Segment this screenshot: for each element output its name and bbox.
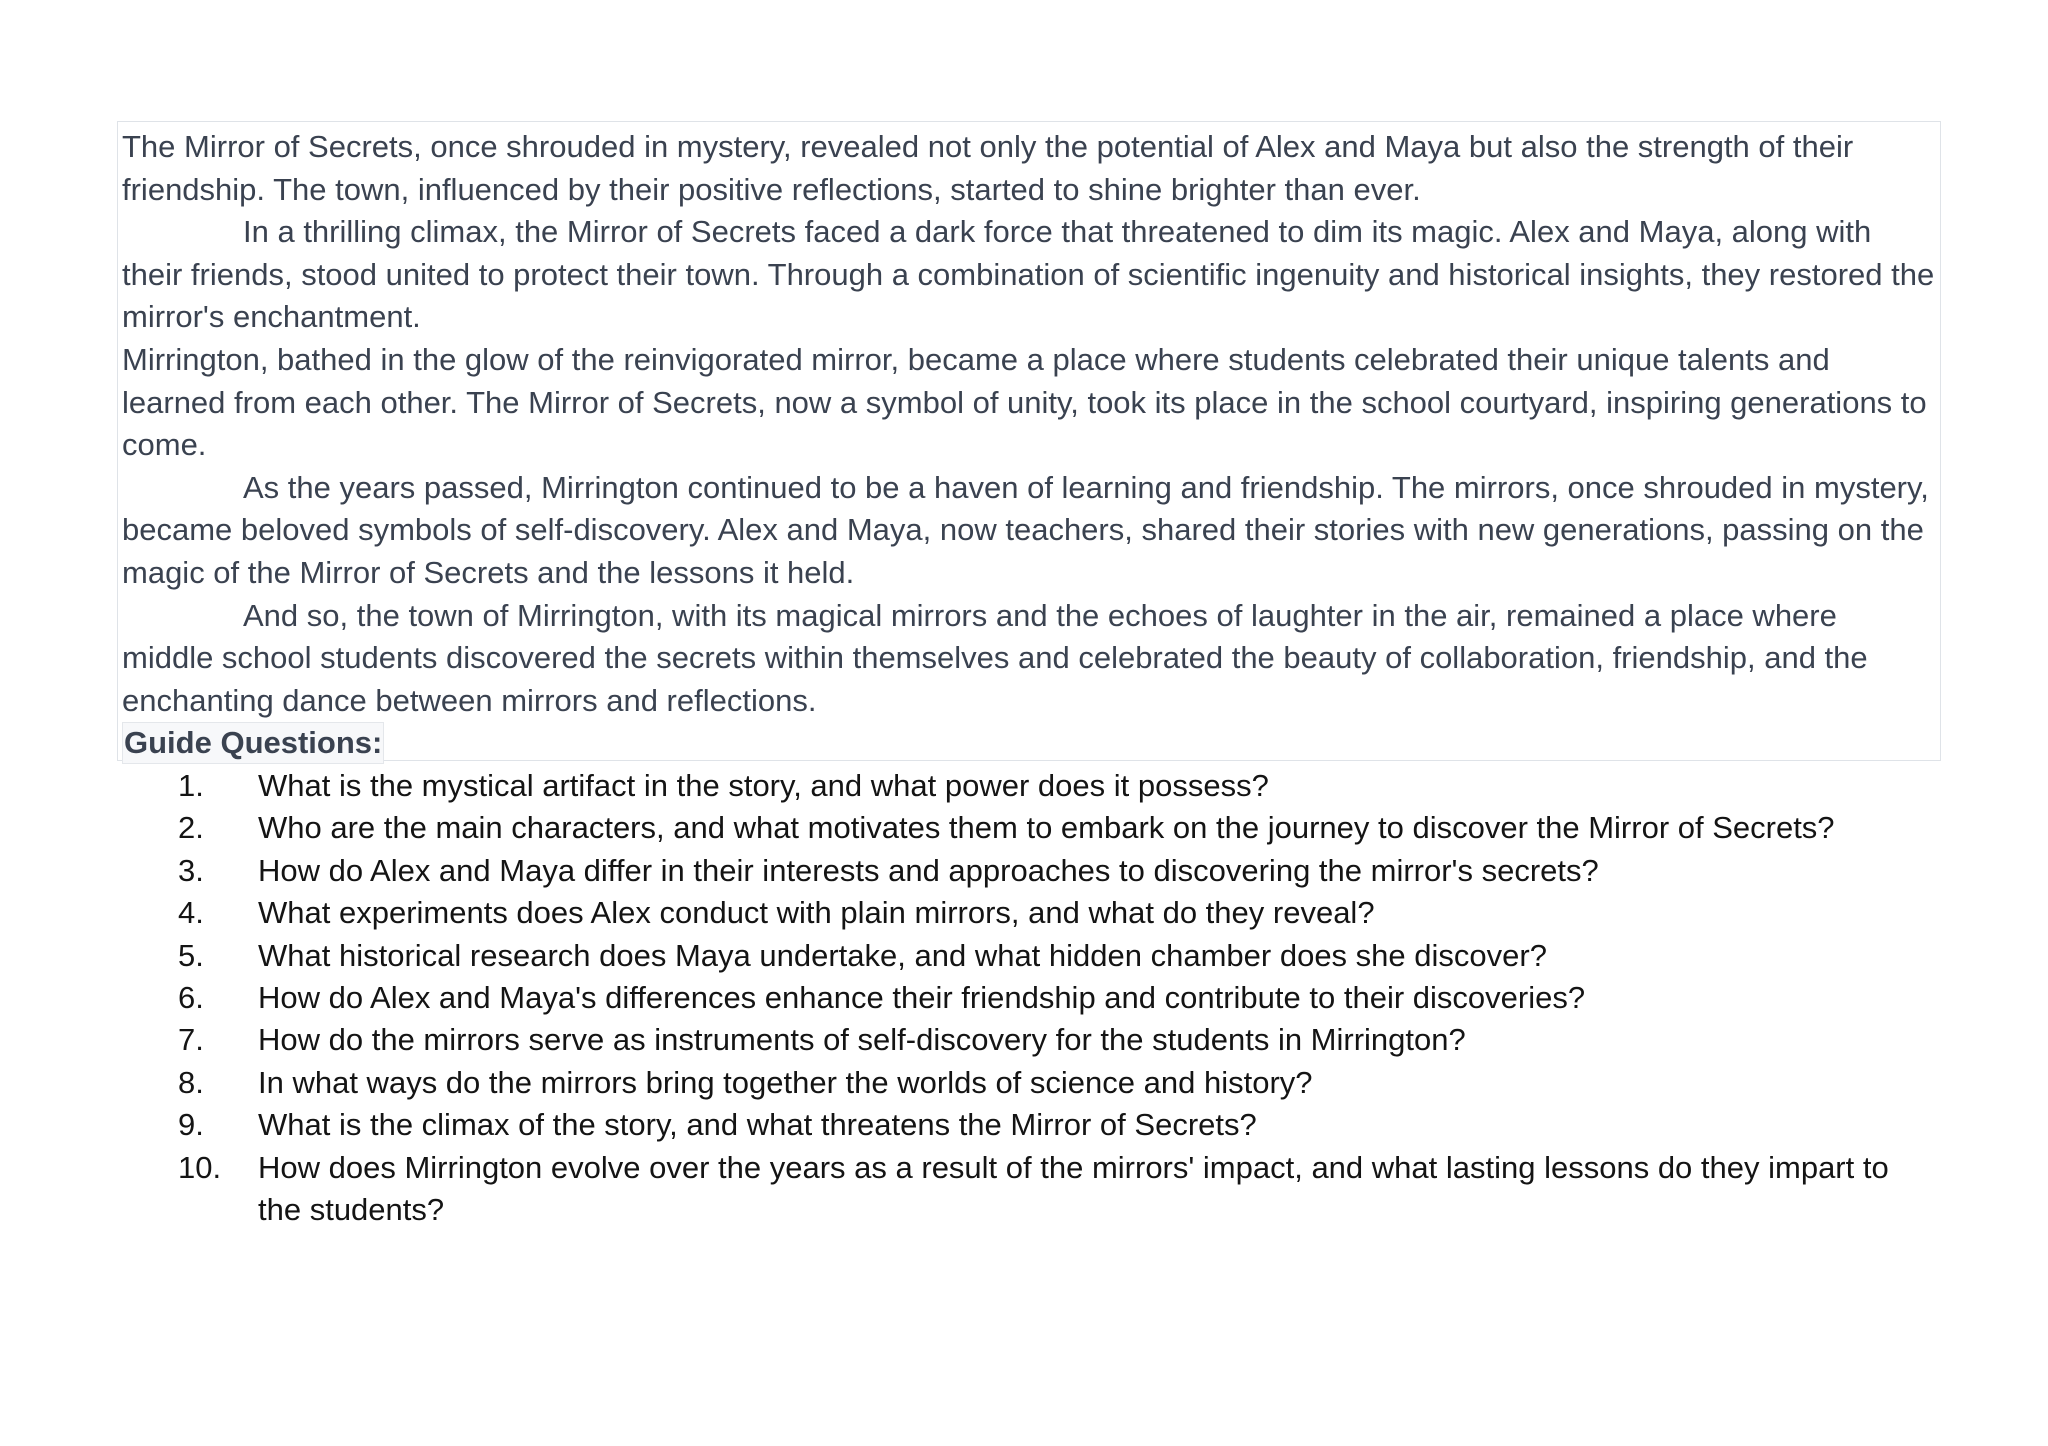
question-number: 6. <box>178 980 204 1016</box>
list-item <box>178 935 1938 977</box>
question-text: What is the mystical artifact in the story, and what power does it possess? <box>258 768 1269 803</box>
question-number: 4. <box>178 895 204 931</box>
list-item <box>178 1147 1938 1232</box>
question-number: 3. <box>178 852 204 888</box>
question-number: 10. <box>178 1149 222 1185</box>
list-item <box>178 850 1938 892</box>
guide-questions-heading: Guide Questions: <box>122 722 384 764</box>
list-item <box>178 765 1938 807</box>
list-item <box>178 892 1938 934</box>
story-paragraph-2: In a thrilling climax, the Mirror of Secrets faced a dark force that threatened to dim its magic. Alex and Maya, along with their friends, stood united to protect their town. Through a combination of scientific ingenuity and historical insights, they restored the mirror's enchantment. <box>122 214 1935 335</box>
question-text: Who are the main characters, and what motivates them to embark on the journey to discover the Mirror of Secrets? <box>258 810 1835 846</box>
question-text: In what ways do the mirrors bring together the worlds of science and history? <box>258 1064 1313 1100</box>
question-number: 9. <box>178 1107 204 1143</box>
guide-questions-list <box>178 765 1938 1231</box>
question-text: How do the mirrors serve as instruments of self-discovery for the students in Mirrington? <box>258 1022 1466 1058</box>
question-number: 8. <box>178 1064 204 1100</box>
question-text: What historical research does Maya undertake, and what hidden chamber does she discover? <box>258 937 1547 973</box>
question-text: How do Alex and Maya's differences enhance their friendship and contribute to their discoveries? <box>258 980 1586 1016</box>
story-paragraph-1: The Mirror of Secrets, once shrouded in mystery, revealed not only the potential of Alex and Maya but also the strength of their friendship. The town, influenced by their positive reflections, started to shine brighter than ever. <box>122 129 1854 207</box>
question-number: 5. <box>178 937 204 973</box>
question-number: 7. <box>178 1022 204 1058</box>
story-paragraph-5: And so, the town of Mirrington, with its magical mirrors and the echoes of laughter in the air, remained a place where middle school students discovered the secrets within themselves and celebrated the beauty of collaboration, friendship, and the enchanting dance between mirrors and reflections. <box>122 597 1868 718</box>
question-number: 2. <box>178 810 204 846</box>
list-item <box>178 1104 1938 1146</box>
list-item <box>178 807 1938 849</box>
list-item <box>178 1062 1938 1104</box>
story-text-block <box>117 121 1941 761</box>
question-number: 1. <box>178 768 204 803</box>
list-item <box>178 977 1938 1019</box>
story-paragraph-4: As the years passed, Mirrington continued to be a haven of learning and friendship. The mirrors, once shrouded in mystery, became beloved symbols of self-discovery. Alex and Maya, now teachers, shared their stories with new generations, passing on the magic of the Mirror of Secrets and the lessons it held. <box>122 469 1929 590</box>
question-text: What experiments does Alex conduct with plain mirrors, and what do they reveal? <box>258 895 1375 931</box>
list-item <box>178 1019 1938 1061</box>
question-text: How do Alex and Maya differ in their interests and approaches to discovering the mirror's secrets? <box>258 852 1599 888</box>
question-text: How does Mirrington evolve over the years as a result of the mirrors' impact, and what lasting lessons do they impart to the students? <box>258 1149 1889 1228</box>
story-paragraph-3: Mirrington, bathed in the glow of the reinvigorated mirror, became a place where students celebrated their unique talents and learned from each other. The Mirror of Secrets, now a symbol of unity, took its place in the school courtyard, inspiring generations to come. <box>122 341 1927 463</box>
question-text: What is the climax of the story, and what threatens the Mirror of Secrets? <box>258 1107 1257 1143</box>
